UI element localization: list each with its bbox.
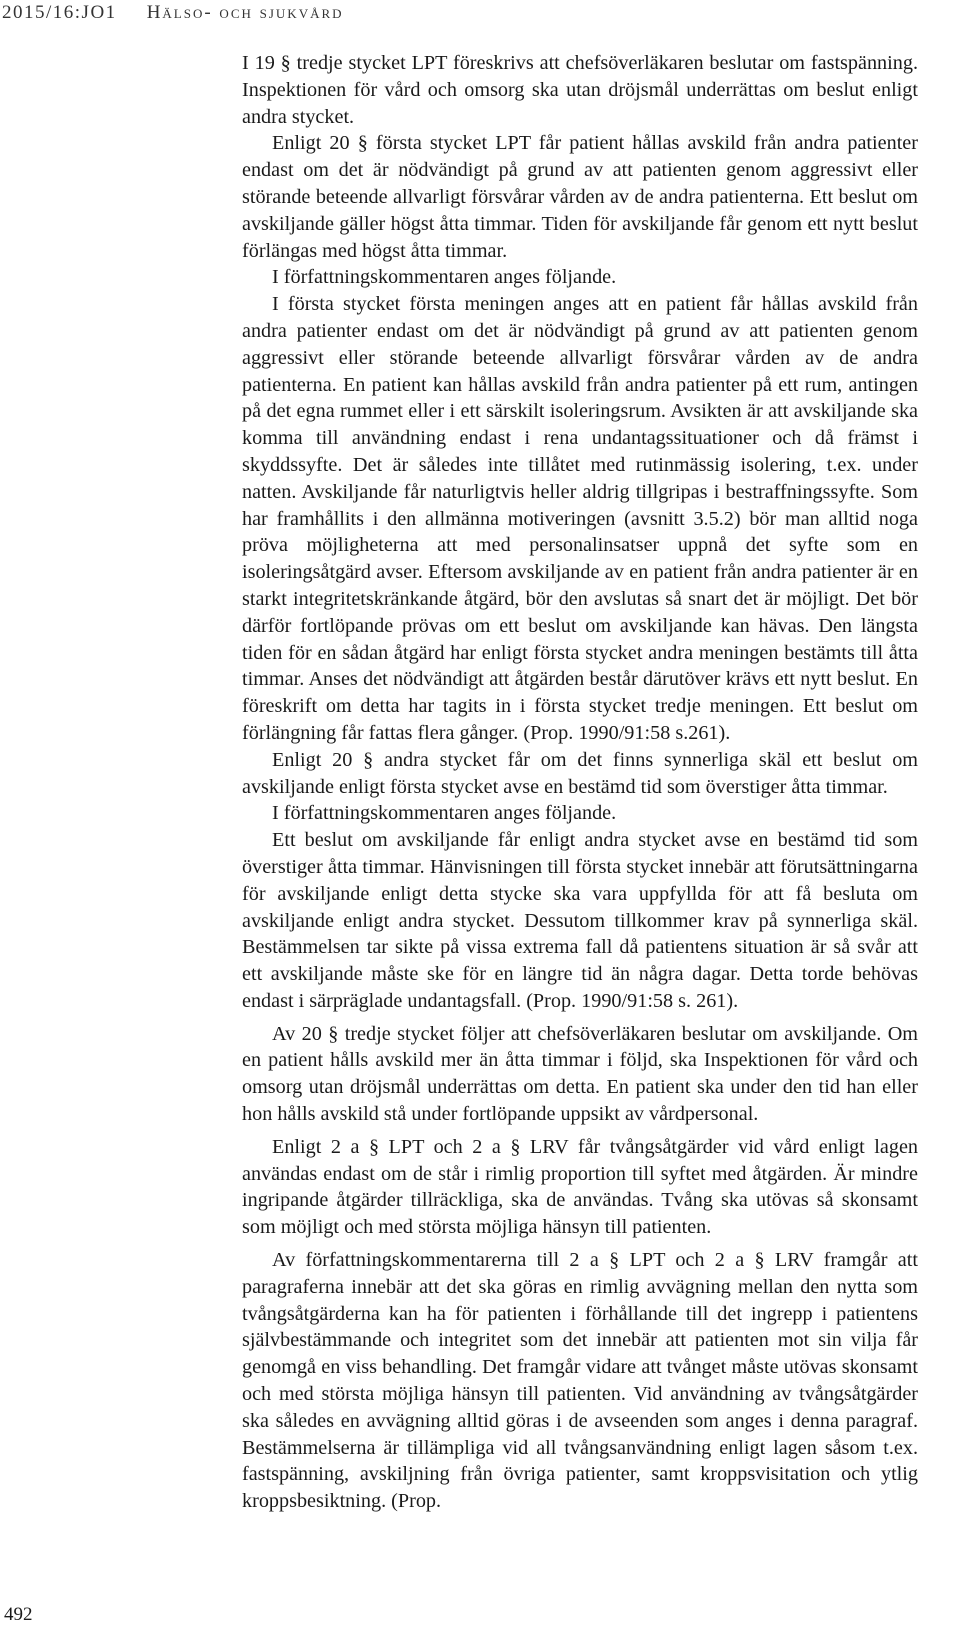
paragraph: I första stycket första meningen anges att en patient får hållas avskild från andra patienter endast om det är nödvändigt på grund av att patienten genom aggressivt eller störande beteende allvarligt försvårar vården av de andra patienterna. En patient kan hållas avskild från andra patienter på ett rum, antingen på det egna rummet eller i ett särskilt isoleringsrum. Avsikten är att avskiljande ska komma till användning endast i rena undantagssituationer och då främst i skyddssyfte. Det är således inte tillåtet med rutinmässig isolering, t.ex. under natten. Avskiljande får naturligtvis heller aldrig tillgripas i bestraffningssyfte. Som har framhållits i den allmänna motiveringen (avsnitt 3.5.2) bör man alltid noga pröva möjligheterna att med personalinsatser uppnå det syfte som en isoleringsåtgärd avser. Eftersom avskiljande av en patient från andra patienter är en starkt integritetskränkande åtgärd, bör den avslutas så snart det är möjligt. Det bör därför fortlöpande prövas om ett beslut om avskiljande kan hävas. Den längsta tiden för en sådan åtgärd har enligt första stycket andra meningen bestämts till åtta timmar. Anses det nödvändigt att åtgärden består därutöver krävs ett nytt beslut. En föreskrift om detta har tagits in i första stycket tredje meningen. Ett beslut om förlängning får fattas flera gånger. (Prop. 1990/91:58 s.261). xyxy=(242,293,918,744)
paragraph: I författningskommentaren anges följande. xyxy=(272,266,617,289)
section-title: Hälso- och sjukvård xyxy=(146,2,344,23)
paragraph: Enligt 20 § första stycket LPT får patient hållas avskild från andra patienter endast om det är nödvändigt på grund av att patienten genom aggressivt eller störande beteende allvarligt försvårar vården av de andra patienterna. Ett beslut om avskiljande gäller högst åtta timmar. Tiden för avskiljande får genom ett nytt beslut förlängas med högst åtta timmar. xyxy=(242,132,918,262)
paragraph: Enligt 20 § andra stycket får om det finns synnerliga skäl ett beslut om avskiljande enligt första stycket avse en bestämd tid som överstiger åtta timmar. xyxy=(242,748,918,798)
paragraph: Av författningskommentarerna till 2 a § LPT och 2 a § LRV framgår att paragraferna innebär att det ska göras en rimlig avvägning mellan den nytta som tvångsåtgärderna kan ha för patienten i förhållande till det ingrepp i patientens självbestämmande och integritet som det innebär att patienten mot sin vilja får genomgå en viss behandling. Det framgår vidare att tvånget måste utövas skonsamt och med största möjliga hänsyn till patienten. Vid användning av tvångsåtgärder ska således en avvägning alltid göras i de avseenden som anges i denna paragraf. Bestämmelserna är tillämpliga vid all tvångsanvändning enligt lagen såsom t.ex. fastspänning, avskiljning från övriga patienter, samt kroppsvisitation och ytlig kroppsbesiktning. (Prop. xyxy=(242,1249,918,1513)
paragraph: I 19 § tredje stycket LPT föreskrivs att chefsöverläkaren beslutar om fastspänning. Inspektionen för vård och omsorg ska utan dröjsmål underrättas om beslut enligt andra stycket. xyxy=(242,52,918,128)
paragraph: Av 20 § tredje stycket följer att chefsöverläkaren beslutar om avskiljande. Om en patient hålls avskild mer än åtta timmar i följd, ska Inspektionen för vård och omsorg utan dröjsmål underrättas om detta. En patient ska under den tid han eller hon hålls avskild stå under fortlöpande uppsikt av vårdpersonal. xyxy=(242,1022,918,1126)
page-number: 492 xyxy=(4,1604,33,1625)
paragraph: Ett beslut om avskiljande får enligt andra stycket avse en bestämd tid som överstiger åtta timmar. Hänvisningen till första stycket innebär att förutsättningarna för avskiljande enligt detta stycke ska vara uppfyllda för att få besluta om avskiljande enligt andra stycket. Dessutom tillkommer krav på synnerliga skäl. Bestämmelsen tar sikte på vissa extrema fall då patientens situation är så svår att ett avskiljande måste ske för en längre tid än några dagar. Detta torde behövas endast i särpräglade undantagsfall. (Prop. 1990/91:58 s. 261). xyxy=(242,829,918,1012)
paragraph: Enligt 2 a § LPT och 2 a § LRV får tvångsåtgärder vid vård enligt lagen användas endast om de står i rimlig proportion till syftet med åtgärden. Är mindre ingripande åtgärder tillräckliga, ska de användas. Tvång ska utövas så skonsamt som möjligt och med största möjliga hänsyn till patienten. xyxy=(242,1135,918,1239)
report-id: 2015/16:JO1 xyxy=(2,2,117,23)
body-text xyxy=(242,50,918,1515)
running-head xyxy=(2,2,344,24)
paragraph: I författningskommentaren anges följande. xyxy=(272,802,617,825)
